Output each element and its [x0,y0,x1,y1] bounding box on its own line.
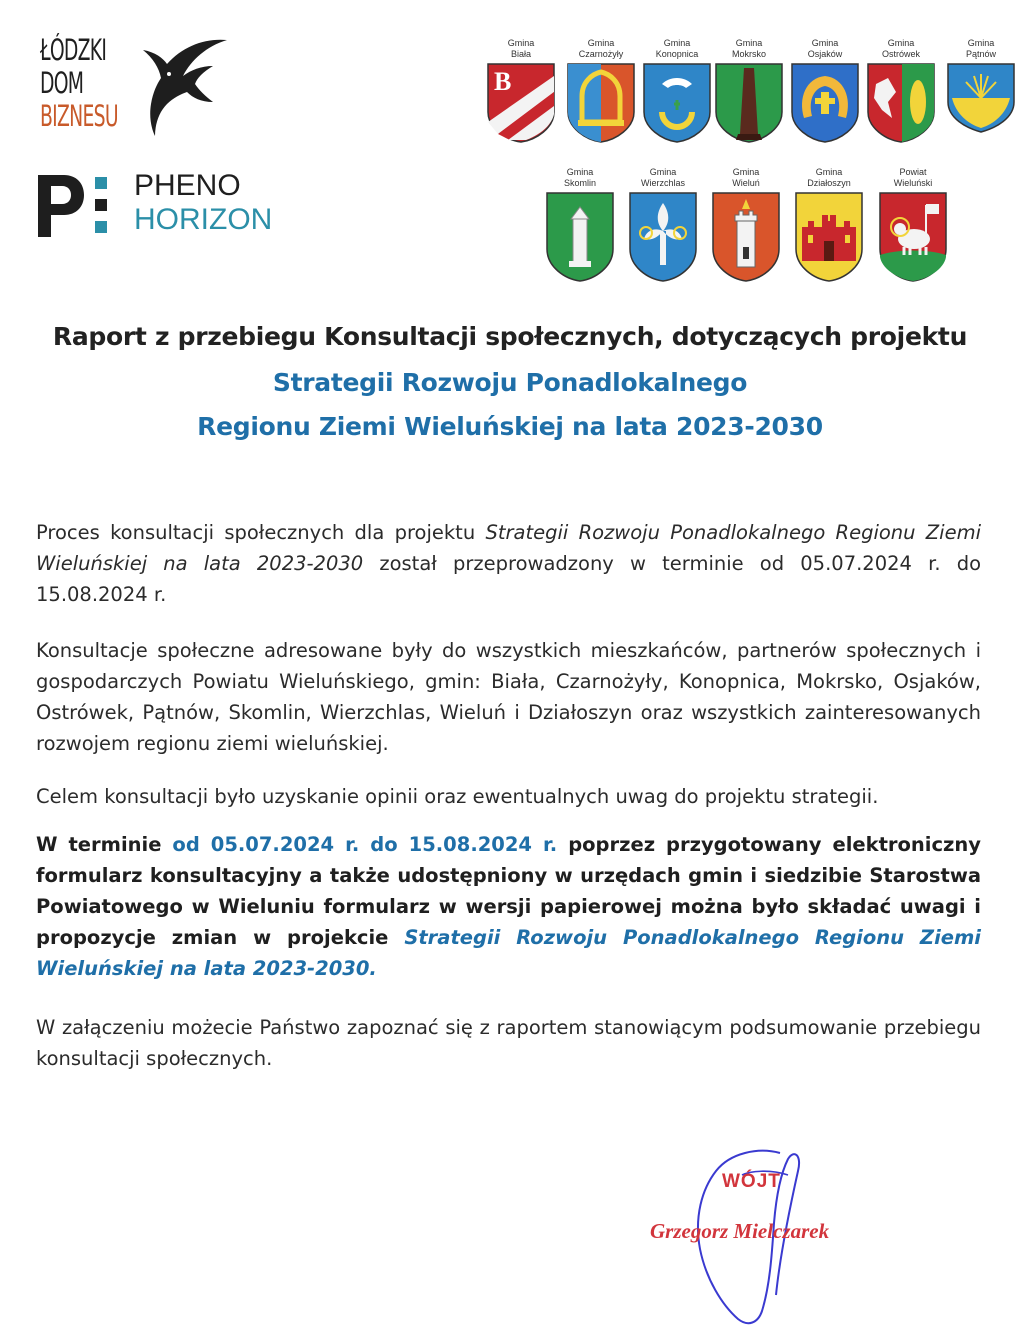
crest-label: Gmina Wierzchlas [640,167,685,188]
crest-ostrowek [864,38,938,144]
report-title: Raport z przebiegu Konsultacji społecznych, dotyczących projektu [52,322,968,351]
paragraph-audience: Konsultacje społeczne adresowane były do wszystkich mieszkańców, partnerów społecznych i gospodarczych Powiatu Wieluńskiego, gmin: Biała, Czarnożyły, Konopnica, Mokrsko, Osjaków, Ostrówek, Pątnów, Skomlin, Wierzchlas, Wieluń i Działoszyn oraz wszystkich zainteresowanych rozwojem regionu ziemi wieluńskiej. [36,639,981,755]
crest-label: Gmina Osjaków [807,38,843,59]
crest-label: Gmina Czarnożyły [578,38,624,59]
crest-label: Powiat Wieluński [893,167,933,188]
paragraph-goal: Celem konsultacji było uzyskanie opinii oraz ewentualnych uwag do projektu strategii. [36,785,879,808]
crest-label: Gmina Ostrówek [881,38,920,59]
lodzki-dom-biznesu-logo [40,34,230,144]
crest-label: Gmina Mokrsko [731,38,766,59]
wojt-stamp: WÓJT [722,1171,781,1192]
crest-label: Gmina Skomlin [563,167,596,188]
p4-dates: od 05.07.2024 r. do 15.08.2024 r. [172,833,558,856]
crest-wierzchlas [626,167,700,283]
pheno-square-2 [95,199,107,211]
crest-label: Gmina Wieluń [732,167,760,188]
crest-biala [484,38,558,144]
pheno-text: PHENO [134,169,241,202]
crest-skomlin-icon [545,191,615,283]
crest-czarnozyly [564,38,638,144]
crest-konopnica [640,38,714,144]
signatory-name: Grzegorz Mielczarek [650,1219,830,1243]
crest-label: Gmina Działoszyn [807,167,851,188]
p1-strategy-name: Strategii Rozwoju Ponadlokalnego Regionu Ziemi Wieluńskiej na lata 2023-2030 [36,521,981,575]
pheno-p-icon [38,175,84,237]
paragraph-attachment: W załączeniu możecie Państwo zapoznać się z raportem stanowiącym podsumowanie przebiegu konsultacji społecznych. [36,1016,981,1070]
crest-dzialoszyn-icon [794,191,864,283]
paragraph-process [36,517,981,610]
crest-mokrsko-icon [714,62,784,144]
pheno-horizon-logo [38,169,288,239]
crest-mokrsko [712,38,786,144]
strategy-title-line2: Regionu Ziemi Wieluńskiej na lata 2023-2030 [197,412,823,441]
crest-konopnica-icon [642,62,712,144]
svg-text:B: B [494,67,512,96]
p4-strategy-name: Strategii Rozwoju Ponadlokalnego Regionu Ziemi Wieluńskiej na lata 2023-2030. [36,926,981,980]
crest-skomlin [543,167,617,283]
ldb-line2: DOM [40,66,84,100]
crest-osjakow [788,38,862,144]
crest-label: Gmina Biała [507,38,535,59]
ldb-line1: ŁÓDZKI [40,33,107,67]
crest-powiat-icon [878,191,948,283]
strategy-title-line1: Strategii Rozwoju Ponadlokalnego [272,368,748,397]
crest-ostrowek-icon [866,62,936,144]
crest-powiat [876,167,950,283]
crest-dzialoszyn [792,167,866,283]
pheno-square-1 [95,177,107,189]
p1-text-c: został przeprowadzony w terminie od 05.07.2024 r. do 15.08.2024 r. [36,552,981,606]
crest-wielun [709,167,783,283]
pheno-square-3 [95,221,107,233]
crest-label: Gmina Konopnica [655,38,699,59]
p1-text-a: Proces konsultacji społecznych dla projektu [36,521,486,544]
crest-wierzchlas-icon [628,191,698,283]
crest-wielun-icon [711,191,781,283]
signature-block [630,1145,890,1330]
crest-patnow-icon [946,62,1016,144]
swallow-icon [135,34,230,139]
crest-patnow [944,38,1018,144]
crest-czarnozyly-icon [566,62,636,144]
crest-label: Gmina Pątnów [965,38,997,59]
p4-text-c: poprzez przygotowany elektroniczny formularz konsultacyjny a także udostępniony w urzędach gmin i siedzibie Starostwa Powiatowego w Wieluniu formularz w wersji papierowej można było składać uwagi i propozycje zmian w projekcie [36,833,981,949]
crest-biala-icon [486,62,556,144]
paragraph-term [36,829,981,984]
p4-text-a: W terminie [36,833,173,856]
crest-osjakow-icon [790,62,860,144]
ldb-line3: BIZNESU [40,99,118,133]
horizon-text: HORIZON [134,203,273,236]
